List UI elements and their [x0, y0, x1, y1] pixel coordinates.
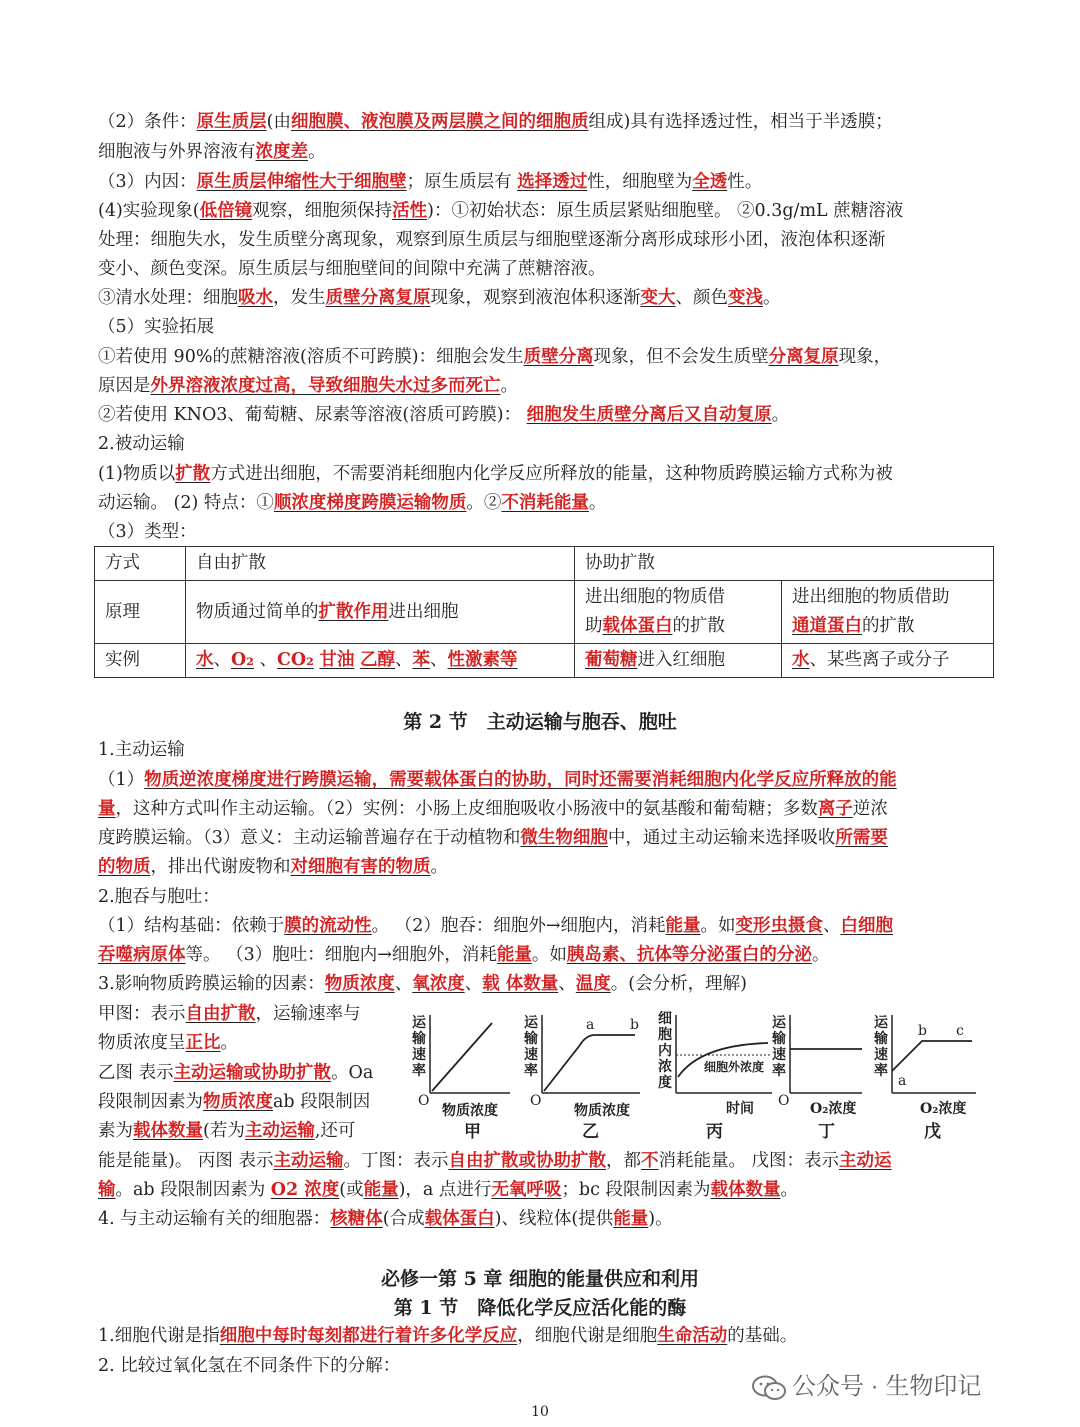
table-cell: 进出细胞的物质借助 通道蛋白的扩散: [782, 581, 994, 644]
x-axis-label: O₂浓度: [810, 1101, 857, 1117]
text-line: 输。ab 段限制因素为 O2 浓度(或能量)，a 点进行无氧呼吸；bc 段限制因素为载体数量。: [98, 1180, 799, 1200]
graph-name: 甲: [464, 1122, 481, 1142]
table-cell: 水、O₂ 、CO₂ 甘油 乙醇、苯、性激素等: [186, 644, 575, 678]
text-line: 能是能量)。 丙图 表示主动运输。丁图：表示自由扩散或协助扩散，都不消耗能量。 戊图：表示主动运: [98, 1151, 892, 1171]
table-row: [95, 581, 994, 644]
graph-yi: [530, 1015, 640, 1142]
graph-bing: [676, 1015, 772, 1142]
text-line: 变小、颜色变深。原生质层与细胞壁间的间隙中充满了蔗糖溶液。: [98, 259, 606, 279]
table-cell: 葡萄糖进入红细胞: [575, 644, 782, 678]
table-cell: 进出细胞的物质借 助载体蛋白的扩散: [575, 581, 782, 644]
x-axis-label: O₂浓度: [920, 1101, 967, 1117]
point-label: b: [630, 1017, 639, 1033]
graph-name: 戊: [924, 1122, 941, 1142]
point-label: b: [918, 1023, 927, 1039]
table-cell: 实例: [95, 644, 186, 678]
text-line: （1）结构基础：依赖于膜的流动性。 （2）胞吞：细胞外→细胞内，消耗能量。如变形虫摄食、白细胞: [98, 916, 893, 936]
origin-label: O: [530, 1093, 542, 1109]
text-line: ②若使用 KNO3、葡萄糖、尿素等溶液(溶质可跨膜)： 细胞发生质壁分离后又自动复原。: [98, 405, 790, 425]
text-line: （1）物质逆浓度梯度进行跨膜运输，需要载体蛋白的协助，同时还需要消耗细胞内化学反应所释放的能: [98, 770, 897, 790]
x-axis-label: 物质浓度: [442, 1103, 498, 1119]
text-line: 甲图：表示自由扩散，运输速率与: [98, 1004, 361, 1024]
page-number: 10: [531, 1404, 549, 1420]
graph-ding: [778, 1015, 862, 1142]
origin-label: O: [778, 1093, 790, 1109]
text-line: ③清水处理：细胞吸水，发生质壁分离复原现象，观察到液泡体积逐渐变大、颜色变浅。: [98, 288, 781, 308]
section-title: 第 2 节 主动运输与胞吞、胞吐: [403, 711, 677, 733]
text-line: 1.主动运输: [98, 740, 185, 760]
text-line: 物质浓度呈正比。: [98, 1033, 238, 1053]
text-line: 4. 与主动运输有关的细胞器：核糖体(合成载体蛋白)、线粒体(提供能量)。: [98, 1209, 673, 1229]
section-title: 第 1 节 降低化学反应活化能的酶: [393, 1297, 687, 1319]
y-axis-label: 运输速率: [412, 1015, 426, 1079]
text-line: (1)物质以扩散方式进出细胞，不需要消耗细胞内化学反应所释放的能量，这种物质跨膜运输方式称为被: [98, 464, 893, 484]
graph-name: 乙: [582, 1122, 599, 1142]
x-axis-label: 时间: [726, 1101, 754, 1117]
table-row: [95, 644, 994, 678]
text-line: 细胞液与外界溶液有浓度差。: [98, 142, 326, 162]
text-line: 1.细胞代谢是指细胞中每时每刻都进行着许多化学反应，细胞代谢是细胞生命活动的基础。: [98, 1326, 798, 1346]
point-label: a: [898, 1073, 907, 1089]
annotation: 细胞外浓度: [704, 1060, 765, 1074]
graph-jia: [418, 1015, 510, 1142]
line-mark: [432, 1023, 492, 1091]
point-label: a: [586, 1017, 595, 1033]
text-line: ①若使用 90%的蔗糖溶液(溶质不可跨膜)：细胞会发生质壁分离现象，但不会发生质壁分离复原现象，: [98, 347, 892, 367]
text-line: （3）类型：: [98, 522, 197, 542]
text-line: 2. 比较过氧化氢在不同条件下的分解：: [98, 1356, 401, 1376]
text-line: 原因是外界溶液浓度过高，导致细胞失水过多而死亡。: [98, 376, 518, 396]
text-line: 度跨膜运输。（3）意义：主动运输普遍存在于动植物和微生物细胞中，通过主动运输来选择吸收所需要: [98, 828, 888, 848]
text-line: （2）条件：原生质层(由细胞膜、液泡膜及两层膜之间的细胞质组成)具有选择透过性，相当于半透膜；: [98, 112, 893, 132]
origin-label: O: [418, 1093, 430, 1109]
table-row: [95, 547, 994, 581]
text-line: 3.影响物质跨膜运输的因素：物质浓度、氧浓度、载 体数量、温度。(会分析，理解): [98, 974, 747, 994]
text-line: 动运输。 (2) 特点：①顺浓度梯度跨膜运输物质。②不消耗能量。: [98, 493, 607, 513]
chapter-title: 必修一第 5 章 细胞的能量供应和利用: [380, 1268, 700, 1290]
text-line: 素为载体数量(若为主动运输,还可: [98, 1121, 356, 1141]
graph-name: 丁: [818, 1122, 835, 1142]
text-line: 乙图 表示主动运输或协助扩散。Oa: [98, 1063, 374, 1083]
transport-graphs: [400, 1005, 980, 1150]
text-line: （3）内因：原生质层伸缩性大于细胞壁；原生质层有 选择透过性，细胞壁为全透性。: [98, 172, 763, 192]
text-line: 处理：细胞失水，发生质壁分离现象，观察到原生质层与细胞壁逐渐分离形成球形小团，液泡体积逐渐: [98, 230, 886, 250]
text-line: 段限制因素为物质浓度ab 段限制因: [98, 1092, 371, 1112]
point-label: c: [956, 1023, 964, 1039]
x-axis-label: 物质浓度: [574, 1103, 630, 1119]
text-line: 吞噬病原体等。 （3）胞吐：细胞内→细胞外，消耗能量。如胰岛素、抗体等分泌蛋白的分泌。: [98, 945, 830, 965]
text-line: 2.被动运输: [98, 434, 185, 454]
table-cell: 方式: [95, 547, 186, 581]
text-line: （5）实验拓展: [98, 317, 215, 337]
table-cell: 物质通过简单的扩散作用进出细胞: [186, 581, 575, 644]
table-cell: 原理: [95, 581, 186, 644]
y-axis-label: 运输速率: [772, 1015, 786, 1079]
table-cell: 自由扩散: [186, 547, 575, 581]
text-line: 的物质，排出代谢废物和对细胞有害的物质。: [98, 857, 448, 877]
transport-types-table: [94, 546, 994, 678]
y-axis-label: 运输速率: [874, 1015, 888, 1079]
y-axis-label: 运输速率: [524, 1015, 538, 1079]
wechat-icon: [752, 1375, 786, 1401]
line-mark: [544, 1035, 635, 1091]
text-line: (4)实验现象(低倍镜观察，细胞须保持活性)：①初始状态：原生质层紧贴细胞壁。 ②0.3g/mL 蔗糖溶液: [98, 201, 904, 221]
text-line: 量，这种方式叫作主动运输。（2）实例：小肠上皮细胞吸收小肠液中的氨基酸和葡萄糖；多数离子逆浓: [98, 799, 888, 819]
graph-wu: [892, 1015, 976, 1142]
table-cell: 水、某些离子或分子: [782, 644, 994, 678]
y-axis-label: 细胞内浓度: [658, 1011, 672, 1091]
table-cell: 协助扩散: [575, 547, 994, 581]
graph-name: 丙: [706, 1122, 723, 1142]
watermark: 公众号 · 生物印记: [752, 1366, 981, 1401]
line-mark: [892, 1041, 972, 1071]
text-line: 2.胞吞与胞吐：: [98, 887, 220, 907]
